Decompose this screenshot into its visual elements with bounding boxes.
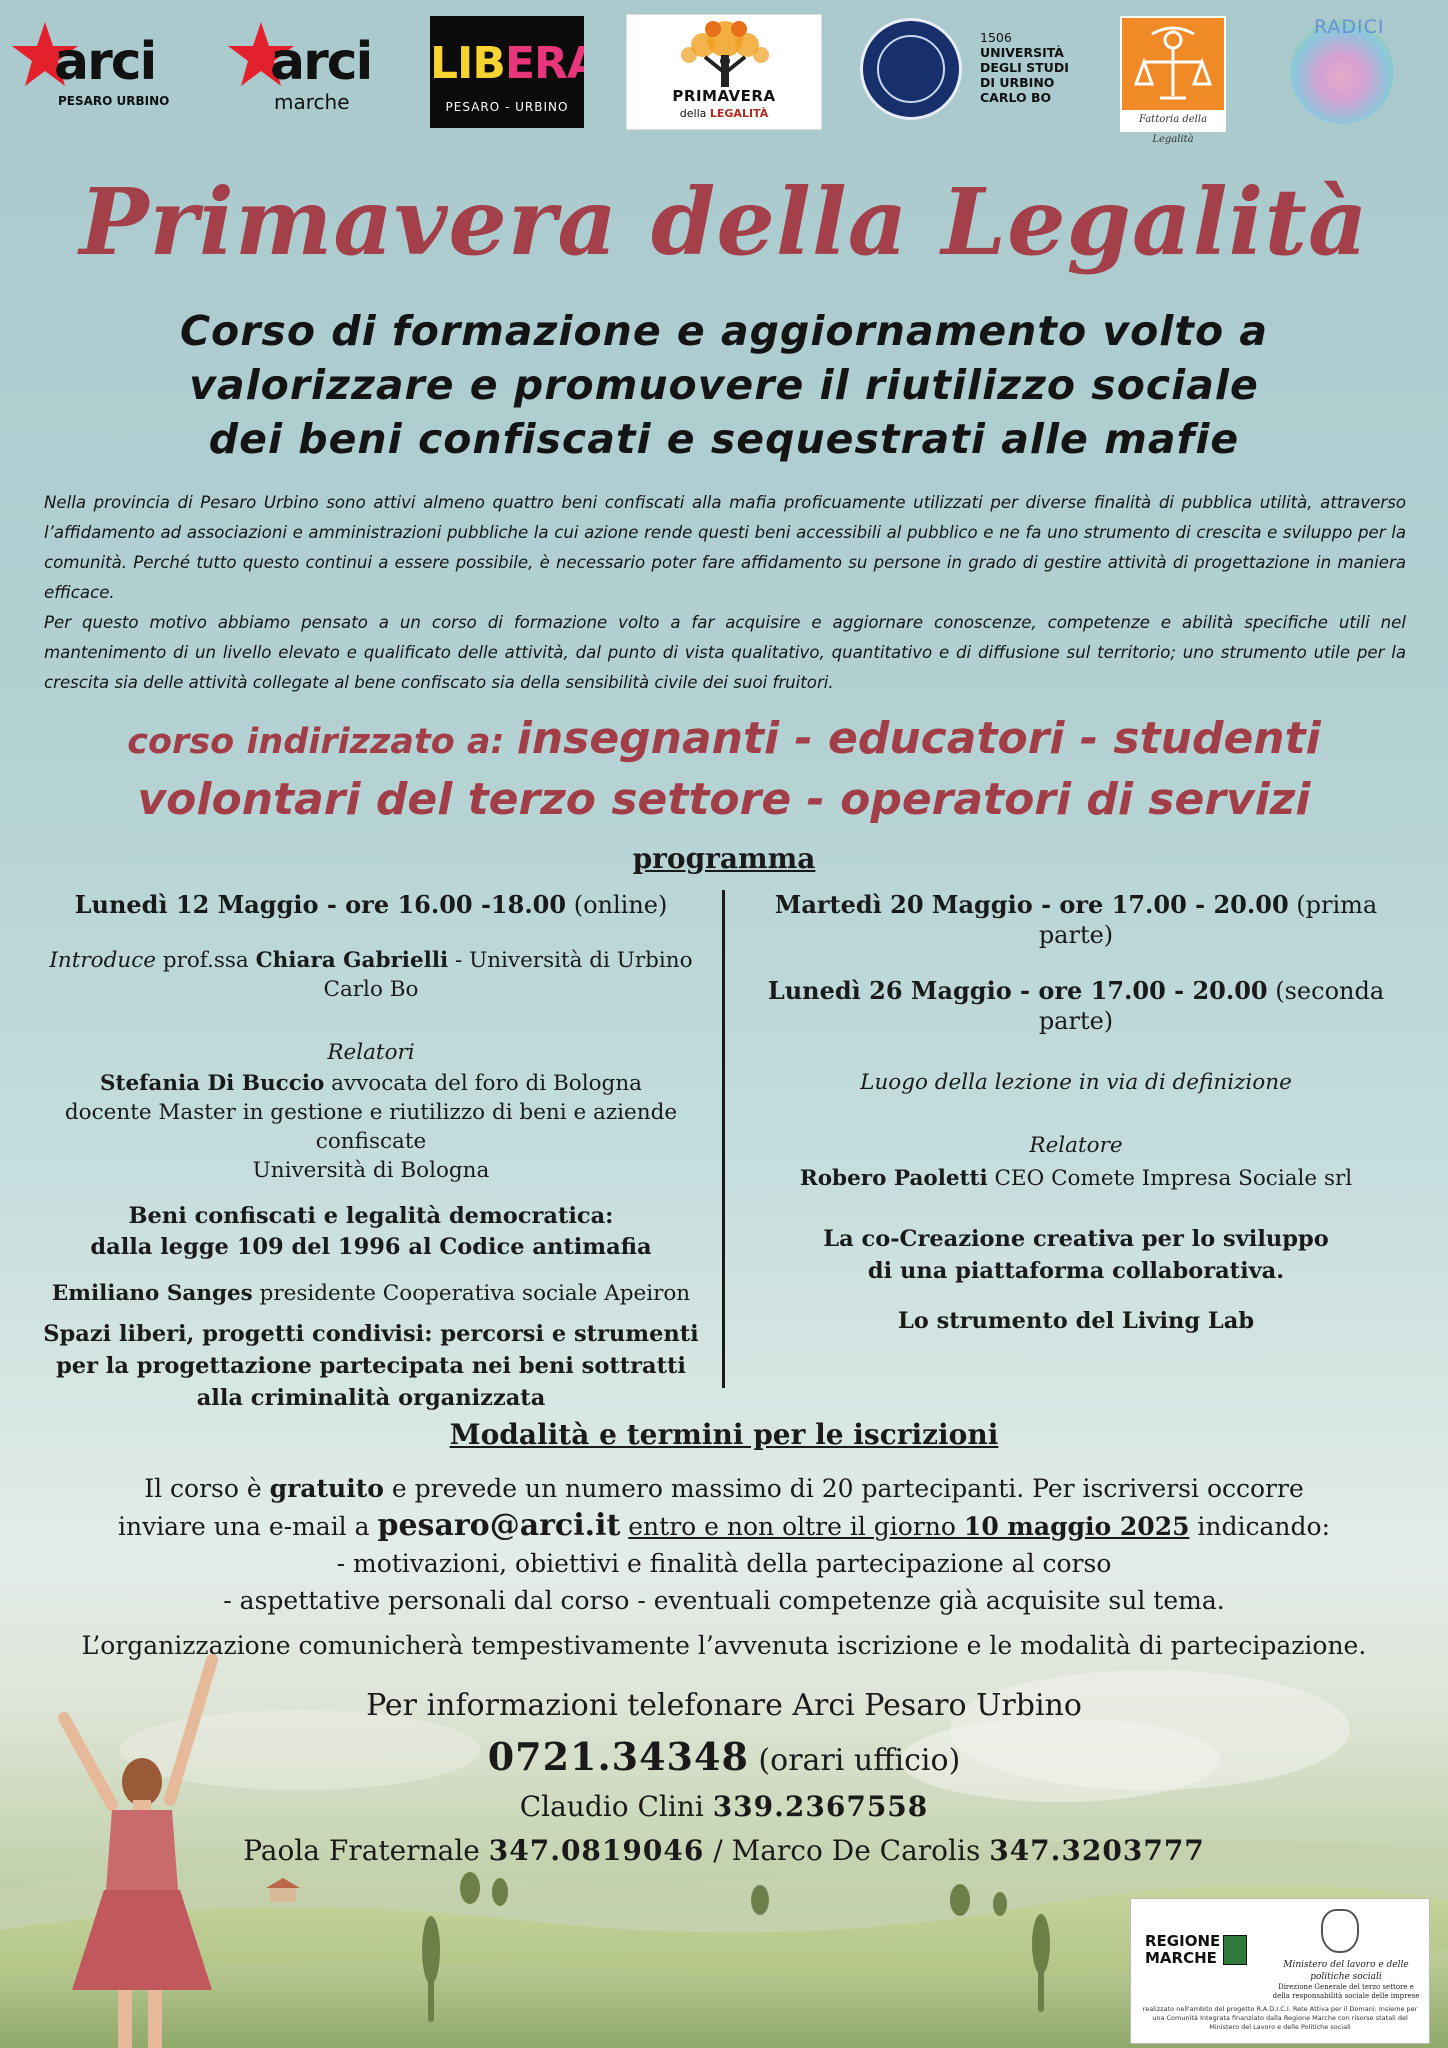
speaker-1-role-2: docente Master in gestione e riutilizzo di beni e aziende confiscate bbox=[64, 1100, 678, 1154]
contact-name: Claudio Clini bbox=[519, 1790, 713, 1823]
info-line: Per informazioni telefonare Arci Pesaro Urbino bbox=[366, 1688, 1082, 1723]
registration-line bbox=[0, 1470, 1448, 1507]
subtitle-line: valorizzare e promuovere il riutilizzo sociale bbox=[189, 361, 1259, 409]
speaker-1 bbox=[26, 1069, 716, 1098]
registration-line bbox=[0, 1507, 1448, 1545]
session-date bbox=[734, 976, 1418, 1036]
intro-title: prof.ssa bbox=[155, 948, 256, 973]
speaker-1-role-3: Università di Bologna bbox=[252, 1158, 490, 1183]
speaker-name: Robero Paoletti bbox=[799, 1166, 988, 1191]
speaker-role: avvocata del foro di Bologna bbox=[324, 1071, 642, 1096]
intro-paragraph: Per questo motivo abbiamo pensato a un corso di formazione volto a far acquisire e aggiornare conoscenze, competenze e abilità specifiche utili nel mantenimento di un livello elevato e qualificato delle attività, dal punto di vista qualitativo, quantitativo e di diffusione sul territorio; uno strumento utile per la crescita sia delle attività collegate al bene confiscato sia della sensibilità civile dei suoi fruitori. bbox=[44, 613, 1406, 692]
arci-subtitle: marche bbox=[274, 90, 350, 114]
email-link[interactable]: pesaro@arci.it bbox=[377, 1508, 621, 1543]
primavera-line2-b: LEGALITÀ bbox=[709, 107, 769, 120]
session-intro bbox=[26, 946, 716, 1004]
registration-bullet: - motivazioni, obiettivi e finalità della partecipazione al corso bbox=[336, 1549, 1112, 1578]
primavera-line2 bbox=[627, 107, 821, 120]
primavera-line1: PRIMAVERA bbox=[672, 87, 776, 105]
ministero-name: Ministero del lavoro e delle politiche sociali bbox=[1283, 1960, 1409, 1982]
libera-logo bbox=[430, 16, 600, 132]
phone-line bbox=[0, 1734, 1448, 1779]
regione-line: MARCHE bbox=[1145, 1949, 1217, 1967]
primavera-legalita-logo bbox=[626, 14, 822, 130]
contact-phone[interactable]: 339.2367558 bbox=[712, 1790, 929, 1823]
primavera-background bbox=[626, 14, 822, 130]
session-note: (prima parte) bbox=[1038, 891, 1378, 949]
column-divider bbox=[722, 890, 725, 1388]
speaker-2 bbox=[26, 1279, 716, 1308]
target-audience bbox=[0, 710, 1448, 829]
session-date-text: Lunedì 12 Maggio - ore 16.00 -18.00 bbox=[74, 890, 567, 919]
session-date-text: Martedì 20 Maggio - ore 17.00 - 20.00 bbox=[774, 890, 1289, 919]
audience-line-2: volontari del terzo settore - operatori di servizi bbox=[137, 774, 1311, 825]
primavera-line2-a: della bbox=[679, 107, 710, 120]
registration-bullet: - aspettative personali dal corso - eventuali competenze già acquisite sul tema. bbox=[223, 1586, 1225, 1615]
talk-title bbox=[734, 1223, 1418, 1287]
ministero-sub: Direzione Generale del terzo settore e della responsabilità sociale delle imprese bbox=[1272, 1983, 1420, 2000]
subtitle-line: dei beni confiscati e sequestrati alle mafie bbox=[208, 415, 1240, 463]
arci-subtitle: PESARO URBINO bbox=[58, 94, 170, 108]
phone-note: (orari ufficio) bbox=[748, 1743, 961, 1778]
regione-line: REGIONE bbox=[1145, 1932, 1221, 1950]
university-urbino-logo bbox=[860, 14, 1090, 130]
speaker bbox=[734, 1164, 1418, 1193]
ministero-logo bbox=[1269, 1959, 1423, 2001]
university-line: 1506 bbox=[980, 30, 1012, 45]
deadline-phrase bbox=[628, 1512, 1189, 1541]
session-note: (seconda parte) bbox=[1038, 977, 1385, 1035]
university-line: CARLO BO bbox=[980, 90, 1052, 105]
talk-line: dalla legge 109 del 1996 al Codice antimafia bbox=[90, 1234, 652, 1260]
libera-wordmark: LIBERA bbox=[430, 38, 600, 89]
programma-right-column bbox=[734, 888, 1418, 1336]
page-title: Primavera della Legalità bbox=[79, 168, 1369, 276]
subtitle-line: Corso di formazione e aggiornamento volto a bbox=[179, 307, 1269, 355]
contact-name: Marco De Carolis bbox=[731, 1834, 990, 1867]
fattoria-legalita-logo bbox=[1120, 16, 1226, 145]
university-line: DEGLI STUDI bbox=[980, 60, 1069, 75]
audience-lead: corso indirizzato a: bbox=[127, 722, 517, 762]
text-span: entro e non oltre il giorno bbox=[628, 1512, 964, 1541]
radici-wordmark: RADICI bbox=[1314, 16, 1385, 38]
session-date bbox=[734, 890, 1418, 950]
separator: / bbox=[704, 1834, 732, 1867]
fattoria-name: Fattoria della Legalità bbox=[1122, 110, 1224, 130]
session-date bbox=[26, 890, 716, 920]
arci-marche-logo bbox=[226, 14, 386, 130]
location-note: Luogo della lezione in via di definizione bbox=[860, 1070, 1292, 1095]
talk-2-title bbox=[26, 1318, 716, 1414]
course-subtitle bbox=[0, 304, 1448, 466]
university-line: DI URBINO bbox=[980, 75, 1055, 90]
programma-left-column bbox=[26, 888, 716, 1414]
tree-icon bbox=[627, 17, 823, 89]
intro-name: Chiara Gabrielli bbox=[255, 948, 449, 973]
arci-wordmark: arci bbox=[54, 32, 156, 92]
scales-of-justice-icon bbox=[1122, 22, 1224, 112]
contact-name: Paola Fraternale bbox=[243, 1834, 489, 1867]
talk-line: per la progettazione partecipata nei beni sottratti bbox=[56, 1353, 686, 1379]
free-label: gratuito bbox=[269, 1474, 384, 1503]
intro-paragraph: Nella provincia di Pesaro Urbino sono attivi almeno quattro beni confiscati alla mafia proficuamente utilizzati per diverse finalità di pubblica utilità, attraverso l’affidamento ad associazioni e amministrazioni pubbliche la cui azione rende questi beni accessibili al pubblico e ne fa uno strumento di crescita e sviluppo per la comunità. Perché tutto questo continui a essere possibile, è necessario poter fare affidamento su persone in grado di gestire attività di progettazione in maniera efficace. bbox=[44, 493, 1406, 602]
talk-line: La co-Creazione creativa per lo sviluppo bbox=[823, 1226, 1329, 1252]
contact-phone[interactable]: 347.3203777 bbox=[989, 1834, 1205, 1867]
contact-line-1 bbox=[0, 1790, 1448, 1823]
text-span: inviare una e-mail a bbox=[117, 1512, 378, 1541]
text-span: Il corso è bbox=[144, 1474, 270, 1503]
regione-marche-logo bbox=[1145, 1933, 1220, 1967]
intro-verb: Introduce bbox=[49, 948, 156, 973]
registration-closing: L’organizzazione comunicherà tempestivamente l’avvenuta iscrizione e le modalità di partecipazione. bbox=[81, 1631, 1367, 1660]
talk-1-title bbox=[26, 1201, 716, 1263]
contact-phone[interactable]: 347.0819046 bbox=[488, 1834, 705, 1867]
funding-note: realizzato nell'ambito del progetto R.A.D.I.C.I. Rete Attiva per il Domani: Insieme per una Comunità Integrata finanziato dalla Regione Marche con risorse statali del Ministero del Lavoro e delle Politiche sociali bbox=[1142, 2005, 1418, 2031]
text-span: indicando: bbox=[1189, 1512, 1331, 1541]
university-seal-icon bbox=[860, 18, 962, 120]
intro-text bbox=[44, 488, 1406, 698]
programma-heading: programma bbox=[632, 842, 816, 875]
session-note: (online) bbox=[566, 891, 668, 919]
libera-background bbox=[430, 16, 600, 128]
speaker-role: presidente Cooperativa sociale Apeiron bbox=[252, 1281, 691, 1306]
audience-list-1: insegnanti - educatori - studenti bbox=[516, 713, 1321, 764]
arci-wordmark: arci bbox=[270, 32, 372, 92]
talk-line: Spazi liberi, progetti condivisi: percorsi e strumenti bbox=[43, 1321, 699, 1347]
republic-emblem-icon bbox=[1321, 1909, 1359, 1953]
contact-line-2 bbox=[0, 1834, 1448, 1867]
university-line: UNIVERSITÀ bbox=[980, 45, 1064, 60]
talk-line: alla criminalità organizzata bbox=[196, 1385, 546, 1411]
speaker-name: Emiliano Sanges bbox=[51, 1281, 253, 1306]
fattoria-background bbox=[1120, 16, 1226, 145]
audience-line-1 bbox=[0, 710, 1448, 771]
radici-logo bbox=[1290, 14, 1410, 130]
university-name bbox=[980, 30, 1069, 105]
deadline-date: 10 maggio 2025 bbox=[963, 1512, 1190, 1541]
arci-pesaro-urbino-logo bbox=[10, 14, 170, 130]
relatore-label: Relatore bbox=[1029, 1133, 1123, 1158]
talk-line: di una piattaforma collaborativa. bbox=[867, 1258, 1285, 1284]
regione-marche-emblem-icon bbox=[1223, 1935, 1247, 1965]
talk-subtitle: Lo strumento del Living Lab bbox=[897, 1308, 1255, 1334]
office-phone[interactable]: 0721.34348 bbox=[487, 1734, 749, 1779]
speaker-name: Stefania Di Buccio bbox=[100, 1071, 325, 1096]
speaker-role: CEO Comete Impresa Sociale srl bbox=[987, 1166, 1353, 1191]
libera-subtitle: PESARO - URBINO bbox=[445, 100, 569, 114]
talk-line: Beni confiscati e legalità democratica: bbox=[128, 1203, 614, 1229]
registration-heading: Modalità e termini per le iscrizioni bbox=[449, 1418, 999, 1451]
relatori-label: Relatori bbox=[327, 1040, 415, 1065]
text-span: e prevede un numero massimo di 20 partecipanti. Per iscriversi occorre bbox=[383, 1474, 1304, 1503]
intro-affiliation: - Università di Urbino Carlo Bo bbox=[323, 948, 693, 1002]
sponsor-footer bbox=[1130, 1898, 1430, 2044]
session-date-text: Lunedì 26 Maggio - ore 17.00 - 20.00 bbox=[767, 976, 1268, 1005]
